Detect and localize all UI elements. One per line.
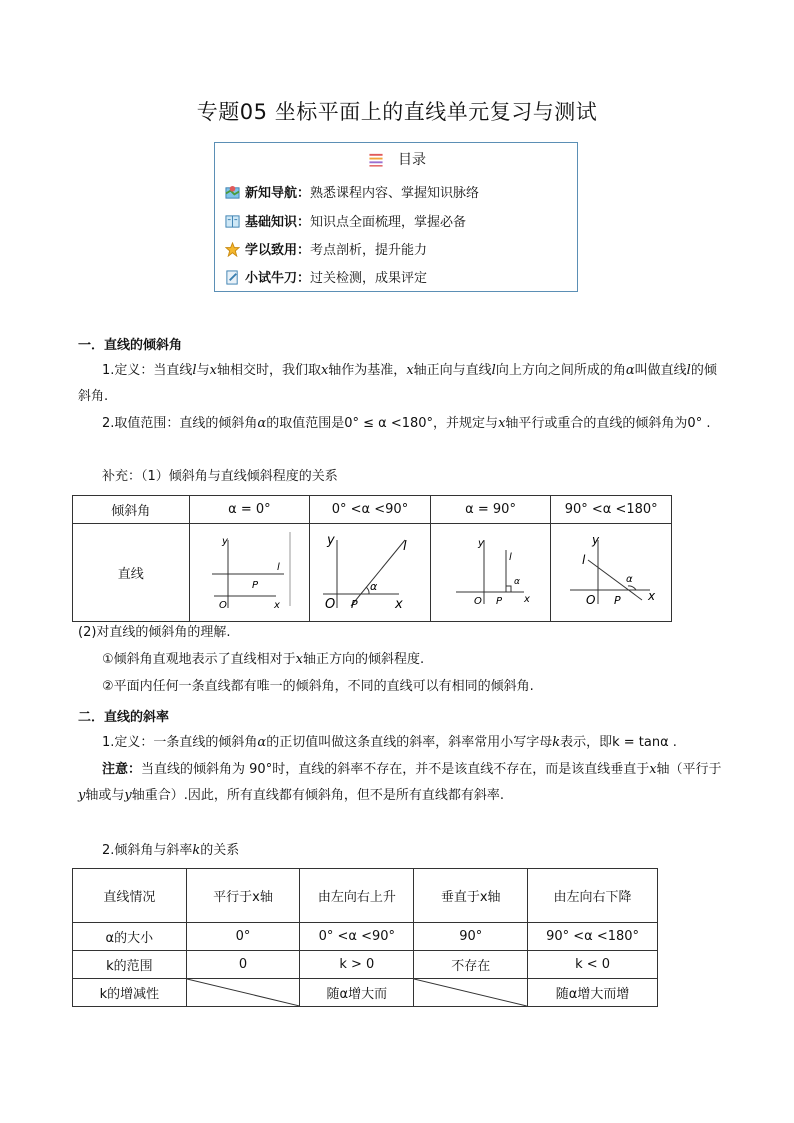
slope-table (72, 868, 658, 1007)
section2-heading: 二．直线的斜率 (78, 710, 170, 725)
supplement-heading: 补充：（1）倾斜角与直线倾斜程度的关系 (102, 469, 338, 484)
svg-text:x: x (648, 588, 656, 603)
toc-label: 小试牛刀： (245, 271, 311, 286)
toc-text: 知识点全面梳理，掌握必备 (310, 215, 467, 230)
relation-heading: 2.倾斜角与斜率k的关系 (102, 843, 240, 858)
table-cell: 平行于x轴 (186, 869, 300, 923)
svg-text:O: O (586, 592, 596, 607)
toc-text: 考点剖析，提升能力 (310, 243, 428, 258)
table-cell: 倾斜角 (73, 496, 190, 524)
svg-text:x: x (523, 593, 530, 605)
table-cell: 直线情况 (73, 869, 187, 923)
svg-text:α: α (513, 576, 520, 587)
table-cell: 垂直于x轴 (414, 869, 528, 923)
slope-note: 注意：当直线的倾斜角为 90°时，直线的斜率不存在，并不是该直线不存在，而是该直线垂直于x轴（平行于y轴或与y轴重合）.因此，所有直线都有倾斜角，但不是所有直线都有斜率. (78, 762, 722, 803)
graph-acute (310, 524, 431, 622)
inclination-range: 2.取值范围：直线的倾斜角α的取值范围是0° ≤ α <180°，并规定与x轴平行或重合的直线的倾斜角为0° . (102, 416, 711, 431)
edit-icon (225, 270, 240, 285)
toc-heading (215, 149, 577, 169)
svg-text:α: α (626, 573, 633, 585)
page-title: 专题05 坐标平面上的直线单元复习与测试 (196, 100, 598, 124)
svg-text:O: O (324, 596, 336, 612)
svg-text:l: l (277, 561, 281, 573)
svg-text:y: y (326, 532, 335, 548)
svg-text:α: α (369, 579, 378, 593)
table-cell: 由左向右下降 (528, 869, 658, 923)
table-cell: k < 0 (528, 951, 658, 979)
table-cell: k的增减性 (73, 979, 187, 1007)
toc-item-basics[interactable] (225, 211, 466, 230)
table-cell: 直线 (73, 524, 190, 622)
table-cell: 0° <α <90° (310, 496, 431, 524)
toc-text: 熟悉课程内容、掌握知识脉络 (310, 186, 480, 201)
svg-text:l: l (508, 551, 512, 563)
table-cell: 不存在 (414, 951, 528, 979)
graph-vertical (430, 524, 551, 622)
book-icon (225, 214, 240, 229)
svg-text:P: P (350, 597, 358, 611)
svg-text:l: l (402, 538, 407, 554)
svg-text:y: y (477, 537, 484, 549)
slope-definition: 1.定义：一条直线的倾斜角α的正切值叫做这条直线的斜率，斜率常用小写字母k表示，即k = tanα . (102, 735, 677, 750)
table-of-contents (214, 142, 578, 292)
list-icon (366, 152, 386, 167)
inclination-definition: 1.定义：当直线l与x轴相交时，我们取x轴作为基准，x轴正向与直线l向上方向之间所成的角α叫做直线l的倾斜角. (78, 363, 717, 404)
table-cell: 由左向右上升 (300, 869, 414, 923)
toc-heading-text: 目录 (398, 152, 426, 168)
table-cell: 随α增大而增 (528, 979, 658, 1007)
table-cell-empty (186, 979, 300, 1007)
section1-heading: 一．直线的倾斜角 (78, 338, 183, 353)
toc-item-apply[interactable] (225, 239, 427, 258)
svg-text:P: P (614, 593, 621, 607)
table-cell: 0° <α <90° (300, 923, 414, 951)
table-cell: 90° <α <180° (528, 923, 658, 951)
graph-obtuse (551, 524, 672, 622)
star-icon (225, 242, 240, 257)
table-cell: 90° (414, 923, 528, 951)
understanding-heading: (2)对直线的倾斜角的理解. (78, 625, 231, 640)
toc-label: 新知导航： (245, 186, 311, 201)
table-cell-empty (414, 979, 528, 1007)
table-cell: k > 0 (300, 951, 414, 979)
svg-text:O: O (219, 599, 228, 611)
svg-text:y: y (222, 535, 229, 547)
svg-text:P: P (252, 579, 259, 591)
understanding-item-1: ①倾斜角直观地表示了直线相对于x轴正方向的倾斜程度. (102, 652, 425, 667)
table-cell: 0° (186, 923, 300, 951)
toc-label: 学以致用： (245, 243, 311, 258)
svg-text:l: l (582, 552, 586, 567)
svg-text:O: O (473, 595, 482, 607)
toc-text: 过关检测，成果评定 (310, 271, 428, 286)
svg-text:x: x (274, 599, 281, 611)
table-cell: k的范围 (73, 951, 187, 979)
table-cell: 0 (186, 951, 300, 979)
svg-text:P: P (495, 595, 502, 607)
inclination-table (72, 495, 672, 622)
table-cell: α = 90° (430, 496, 551, 524)
toc-item-navigation[interactable] (225, 182, 479, 201)
graph-horizontal (189, 524, 310, 622)
table-cell: α = 0° (189, 496, 310, 524)
table-cell: 随α增大而 (300, 979, 414, 1007)
table-cell: 90° <α <180° (551, 496, 672, 524)
svg-text:x: x (394, 596, 403, 612)
understanding-item-2: ②平面内任何一条直线都有唯一的倾斜角，不同的直线可以有相同的倾斜角. (102, 679, 534, 694)
svg-text:y: y (592, 532, 600, 547)
toc-item-test[interactable] (225, 267, 427, 286)
table-cell: α的大小 (73, 923, 187, 951)
toc-label: 基础知识： (245, 215, 311, 230)
map-icon (225, 185, 240, 200)
